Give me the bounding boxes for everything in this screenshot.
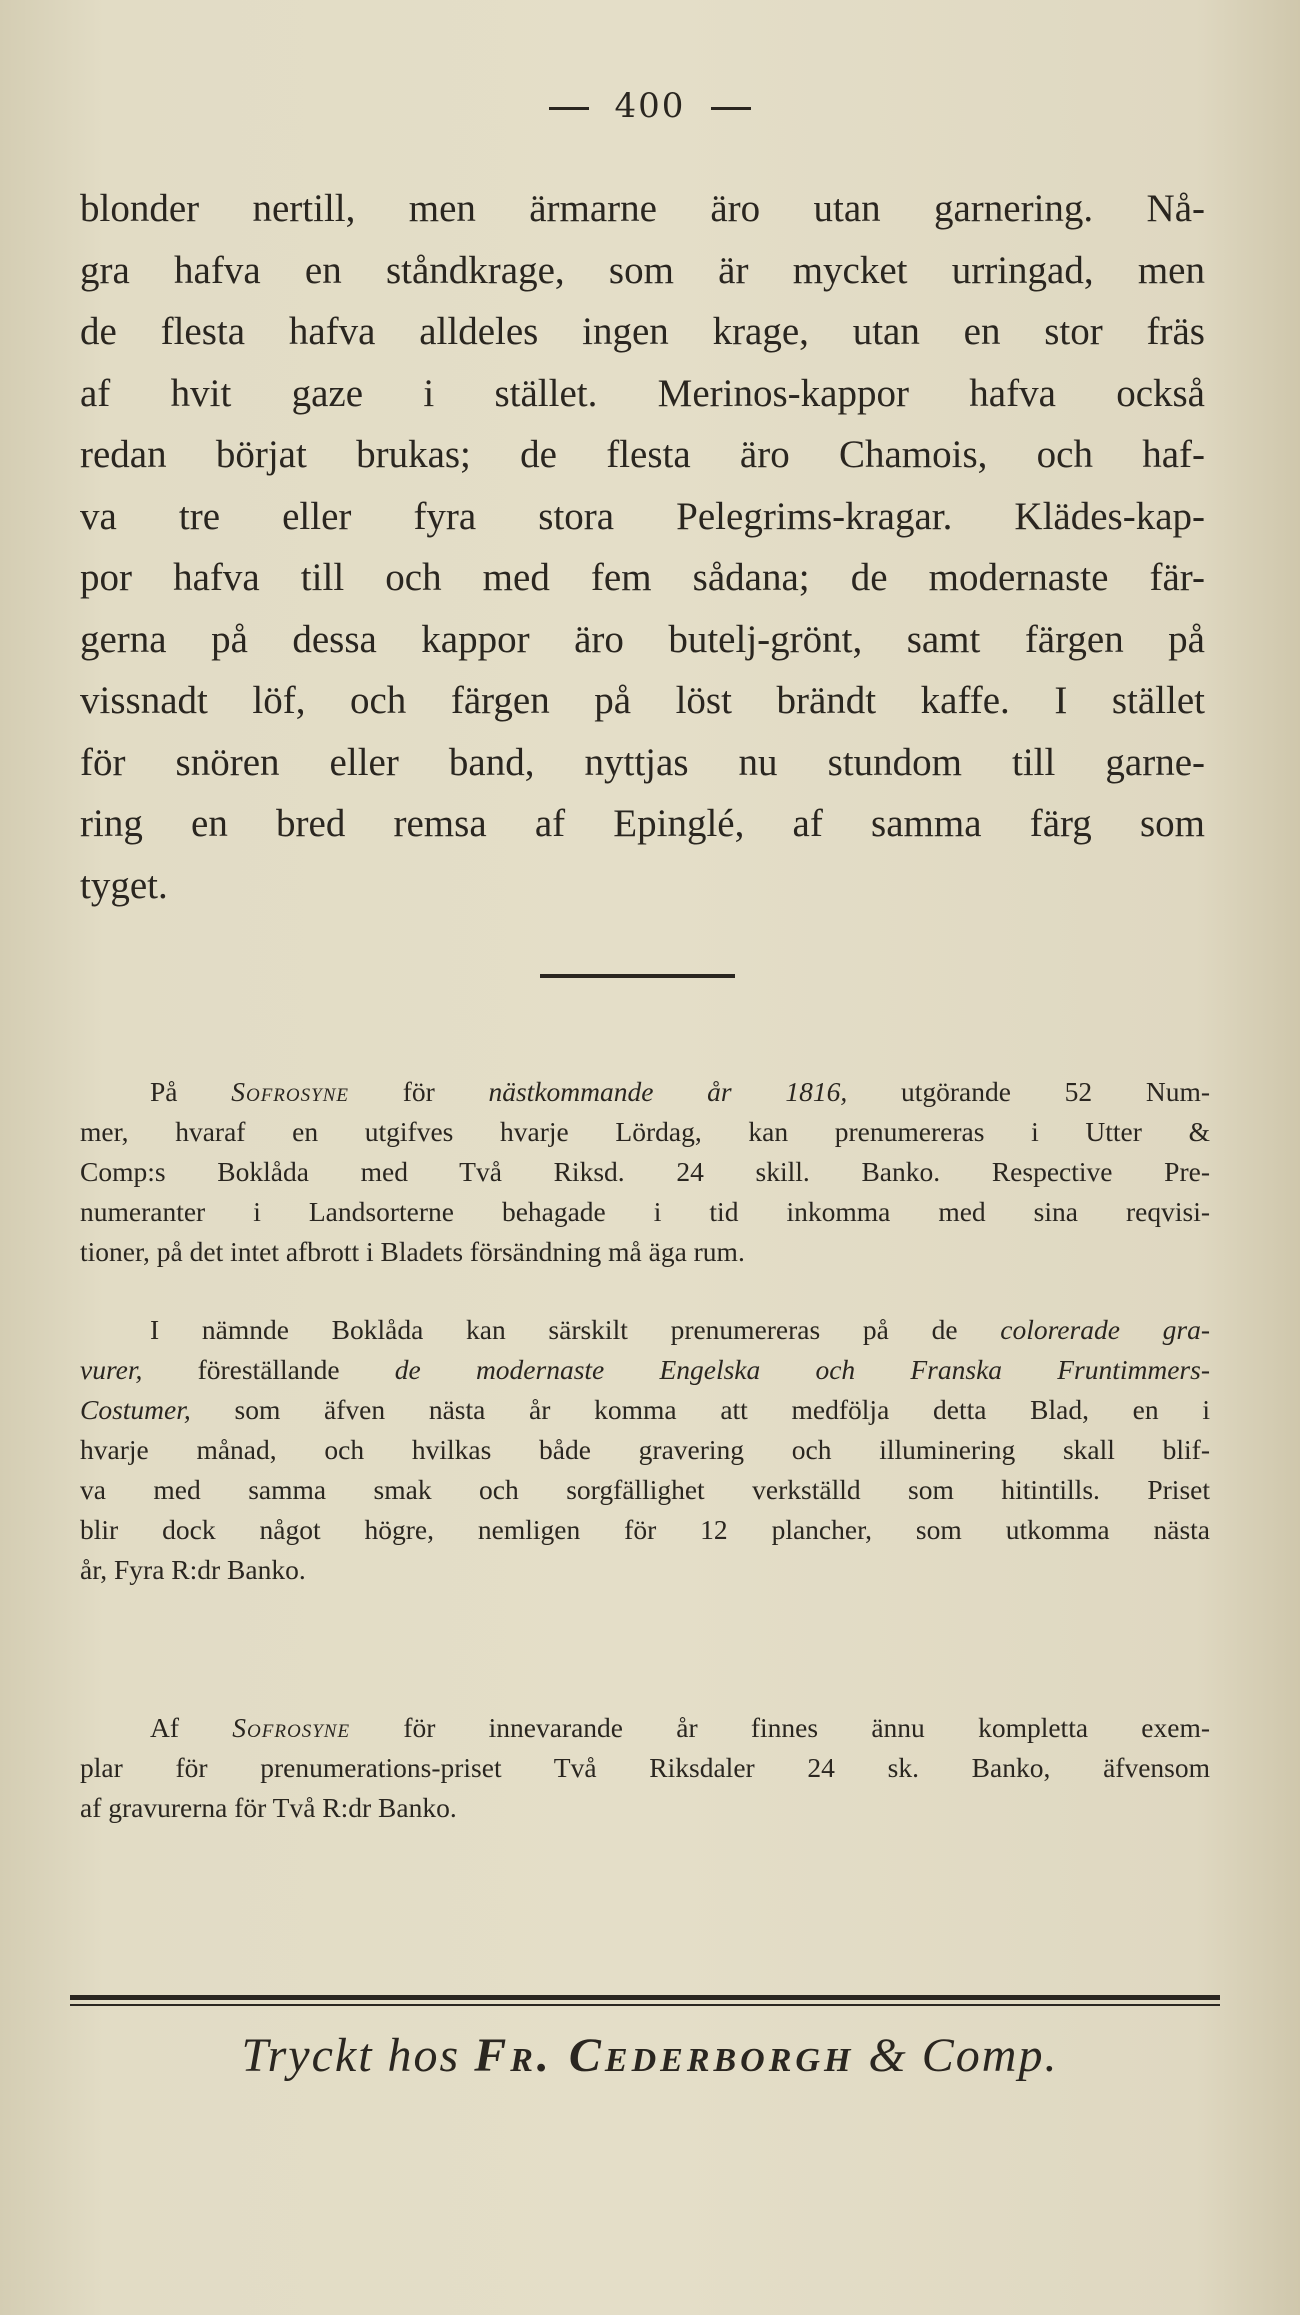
body-line: de flesta hafva alldeles ingen krage, utan en stor fräs xyxy=(80,310,1205,353)
body-line: por hafva till och med fem sådana; de modernaste fär- xyxy=(80,556,1205,599)
notice-line: vurer, föreställande de modernaste Engelska och Franska Fruntimmers- xyxy=(80,1354,1210,1385)
body-line: redan börjat brukas; de flesta äro Chamois, och haf- xyxy=(80,433,1205,476)
body-line: gra hafva en ståndkrage, som är mycket urringad, men xyxy=(80,248,1205,292)
notice-line: Af Sofrosyne för innevarande år finnes ännu kompletta exem- xyxy=(150,1712,1211,1743)
footer-rule xyxy=(70,1995,1220,2006)
notice-line: Comp:s Boklåda med Två Riksd. 24 skill. Banko. Respective Pre- xyxy=(80,1156,1210,1187)
main-paragraph xyxy=(80,178,1205,916)
header-dash-left xyxy=(549,107,589,110)
back-issues-notice xyxy=(80,1708,1210,1828)
notice-line: numeranter i Landsorterne behagade i tid inkomma med sina reqvisi- xyxy=(80,1196,1210,1227)
notice-line: I nämnde Boklåda kan särskilt prenumereras på de colorerade gra- xyxy=(150,1314,1210,1345)
body-line: va tre eller fyra stora Pelegrims-kragar. Klädes-kap- xyxy=(80,494,1205,538)
body-line: vissnadt löf, och färgen på löst brändt kaffe. I stället xyxy=(80,679,1205,722)
printer-imprint: Tryckt hos Fr. Cederborgh & Comp. xyxy=(241,2029,1059,2082)
notice-line: tioner, på det intet afbrott i Bladets försändning må äga rum. xyxy=(80,1236,745,1267)
footer-rule-thick xyxy=(70,1995,1220,2000)
notice-line: mer, hvaraf en utgifves hvarje Lördag, kan prenumereras i Utter & xyxy=(80,1116,1210,1147)
body-line: af hvit gaze i stället. Merinos-kappor hafva också xyxy=(80,371,1205,415)
body-line: gerna på dessa kappor äro butelj-grönt, samt färgen på xyxy=(80,617,1205,661)
engravings-notice xyxy=(80,1310,1210,1590)
body-line: tyget. xyxy=(80,863,168,907)
body-line: blonder nertill, men ärmarne äro utan garnering. Nå- xyxy=(80,187,1205,230)
notice-line: blir dock något högre, nemligen för 12 plancher, som utkomma nästa xyxy=(80,1514,1210,1545)
footer-rule-thin xyxy=(70,2004,1220,2006)
notice-line: På Sofrosyne för nästkommande år 1816, utgörande 52 Num- xyxy=(150,1076,1210,1107)
notice-line: år, Fyra R:dr Banko. xyxy=(80,1554,306,1585)
subscription-notice xyxy=(80,1072,1210,1272)
notice-line: va med samma smak och sorgfällighet verkställd som hitintills. Priset xyxy=(80,1474,1210,1505)
notice-line: af gravurerna för Två R:dr Banko. xyxy=(80,1792,457,1823)
body-line: för snören eller band, nyttjas nu stundom till garne- xyxy=(80,740,1205,784)
section-divider xyxy=(540,974,735,978)
notice-line: Costumer, som äfven nästa år komma att medfölja detta Blad, en i xyxy=(80,1394,1210,1425)
notice-line: plar för prenumerations-priset Två Riksdaler 24 sk. Banko, äfvensom xyxy=(80,1752,1210,1783)
page-number: 400 xyxy=(614,86,686,126)
journal-title: Sofrosyne xyxy=(232,1712,351,1743)
header-dash-right xyxy=(711,107,751,110)
notice-line: hvarje månad, och hvilkas både gravering och illuminering skall blif- xyxy=(80,1434,1210,1465)
page-header xyxy=(0,86,1300,126)
body-line: ring en bred remsa af Epinglé, af samma färg som xyxy=(80,802,1205,845)
journal-title: Sofrosyne xyxy=(231,1076,349,1107)
